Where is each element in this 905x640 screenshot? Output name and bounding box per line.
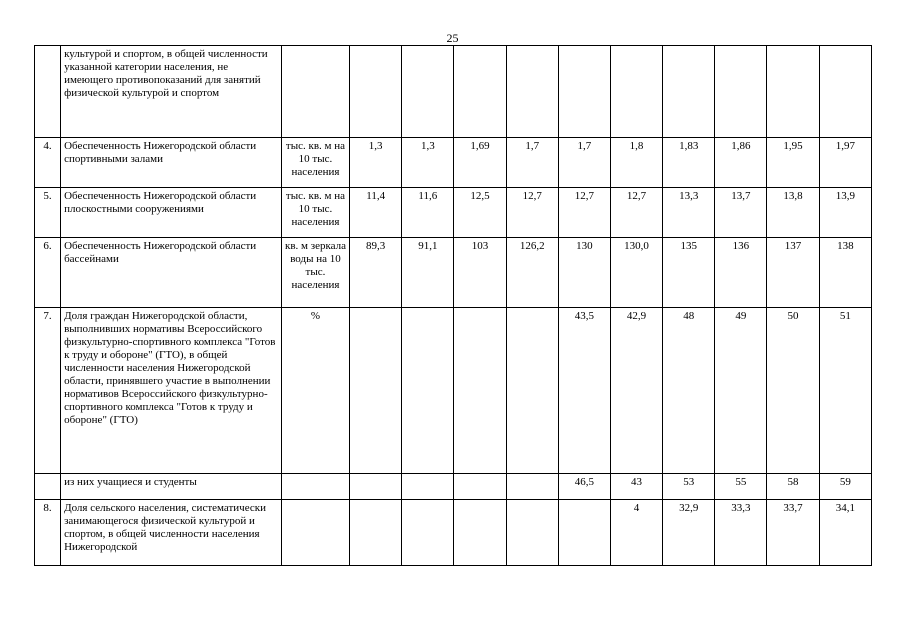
- row-number: [35, 474, 61, 500]
- unit-cell: кв. м зеркала воды на 10 тыс. населения: [281, 238, 349, 308]
- value-cell: 12,7: [506, 188, 558, 238]
- value-cell: 58: [767, 474, 819, 500]
- unit-cell: тыс. кв. м на 10 тыс. населения: [281, 138, 349, 188]
- value-cell: 13,9: [819, 188, 871, 238]
- value-cell: 12,7: [610, 188, 662, 238]
- indicator-name: Обеспеченность Нижегородской области бассейнами: [61, 238, 282, 308]
- value-cell: 103: [454, 238, 506, 308]
- page-number: 25: [446, 31, 459, 45]
- indicator-name: из них учащиеся и студенты: [61, 474, 282, 500]
- indicator-name: культурой и спортом, в общей численности указанной категории населения, не имеющего противопоказаний для занятий физической культурой и спортом: [61, 46, 282, 138]
- value-cell: 1,3: [402, 138, 454, 188]
- value-cell: [350, 46, 402, 138]
- value-cell: [402, 46, 454, 138]
- value-cell: 137: [767, 238, 819, 308]
- row-number: 6.: [35, 238, 61, 308]
- value-cell: 43: [610, 474, 662, 500]
- value-cell: 46,5: [558, 474, 610, 500]
- value-cell: 1,95: [767, 138, 819, 188]
- table-body: [35, 46, 872, 566]
- value-cell: 138: [819, 238, 871, 308]
- value-cell: 136: [715, 238, 767, 308]
- value-cell: 1,97: [819, 138, 871, 188]
- value-cell: [819, 46, 871, 138]
- row-number: 5.: [35, 188, 61, 238]
- value-cell: 1,86: [715, 138, 767, 188]
- value-cell: 51: [819, 308, 871, 474]
- value-cell: 91,1: [402, 238, 454, 308]
- value-cell: 50: [767, 308, 819, 474]
- table-row: [35, 308, 872, 474]
- value-cell: 130: [558, 238, 610, 308]
- value-cell: 13,7: [715, 188, 767, 238]
- value-cell: 55: [715, 474, 767, 500]
- table-row: [35, 188, 872, 238]
- value-cell: [350, 500, 402, 566]
- indicator-name: Доля граждан Нижегородской области, выполнивших нормативы Всероссийского физкультурно-спортивного комплекса "Готов к труду и обороне" (ГТО), в общей численности населения Нижегородской области, принявшего участие в выполнении нормативов Всероссийского физкультурно-спортивного комплекса "Готов к труду и обороне" (ГТО): [61, 308, 282, 474]
- value-cell: [402, 308, 454, 474]
- value-cell: 33,3: [715, 500, 767, 566]
- value-cell: 1,7: [506, 138, 558, 188]
- value-cell: [558, 46, 610, 138]
- unit-cell: [281, 474, 349, 500]
- row-number: 8.: [35, 500, 61, 566]
- table-row: [35, 500, 872, 566]
- value-cell: 43,5: [558, 308, 610, 474]
- indicator-name: Обеспеченность Нижегородской области плоскостными сооружениями: [61, 188, 282, 238]
- value-cell: 11,6: [402, 188, 454, 238]
- value-cell: [402, 474, 454, 500]
- indicator-name: Доля сельского населения, систематически занимающегося физической культурой и спортом, в общей численности населения Нижегородской: [61, 500, 282, 566]
- value-cell: 13,8: [767, 188, 819, 238]
- value-cell: [402, 500, 454, 566]
- value-cell: 12,7: [558, 188, 610, 238]
- value-cell: [506, 46, 558, 138]
- value-cell: 89,3: [350, 238, 402, 308]
- indicators-table: [34, 45, 872, 566]
- value-cell: 32,9: [663, 500, 715, 566]
- value-cell: 34,1: [819, 500, 871, 566]
- value-cell: [454, 308, 506, 474]
- value-cell: 13,3: [663, 188, 715, 238]
- value-cell: 1,8: [610, 138, 662, 188]
- value-cell: 4: [610, 500, 662, 566]
- table-row: [35, 46, 872, 138]
- value-cell: 135: [663, 238, 715, 308]
- value-cell: [506, 308, 558, 474]
- value-cell: [350, 308, 402, 474]
- row-number: [35, 46, 61, 138]
- value-cell: 1,83: [663, 138, 715, 188]
- row-number: 4.: [35, 138, 61, 188]
- table-row: [35, 238, 872, 308]
- indicator-name: Обеспеченность Нижегородской области спортивными залами: [61, 138, 282, 188]
- value-cell: [767, 46, 819, 138]
- value-cell: 11,4: [350, 188, 402, 238]
- value-cell: [506, 474, 558, 500]
- value-cell: [715, 46, 767, 138]
- value-cell: [454, 46, 506, 138]
- unit-cell: [281, 500, 349, 566]
- value-cell: [454, 500, 506, 566]
- value-cell: 53: [663, 474, 715, 500]
- value-cell: 49: [715, 308, 767, 474]
- value-cell: [350, 474, 402, 500]
- unit-cell: %: [281, 308, 349, 474]
- value-cell: 42,9: [610, 308, 662, 474]
- value-cell: 59: [819, 474, 871, 500]
- value-cell: 48: [663, 308, 715, 474]
- value-cell: 1,3: [350, 138, 402, 188]
- value-cell: 12,5: [454, 188, 506, 238]
- row-number: 7.: [35, 308, 61, 474]
- value-cell: 1,69: [454, 138, 506, 188]
- table-row: [35, 474, 872, 500]
- unit-cell: тыс. кв. м на 10 тыс. населения: [281, 188, 349, 238]
- value-cell: 130,0: [610, 238, 662, 308]
- value-cell: 33,7: [767, 500, 819, 566]
- unit-cell: [281, 46, 349, 138]
- value-cell: [454, 474, 506, 500]
- value-cell: 1,7: [558, 138, 610, 188]
- value-cell: 126,2: [506, 238, 558, 308]
- value-cell: [610, 46, 662, 138]
- value-cell: [506, 500, 558, 566]
- value-cell: [663, 46, 715, 138]
- value-cell: [558, 500, 610, 566]
- table-row: [35, 138, 872, 188]
